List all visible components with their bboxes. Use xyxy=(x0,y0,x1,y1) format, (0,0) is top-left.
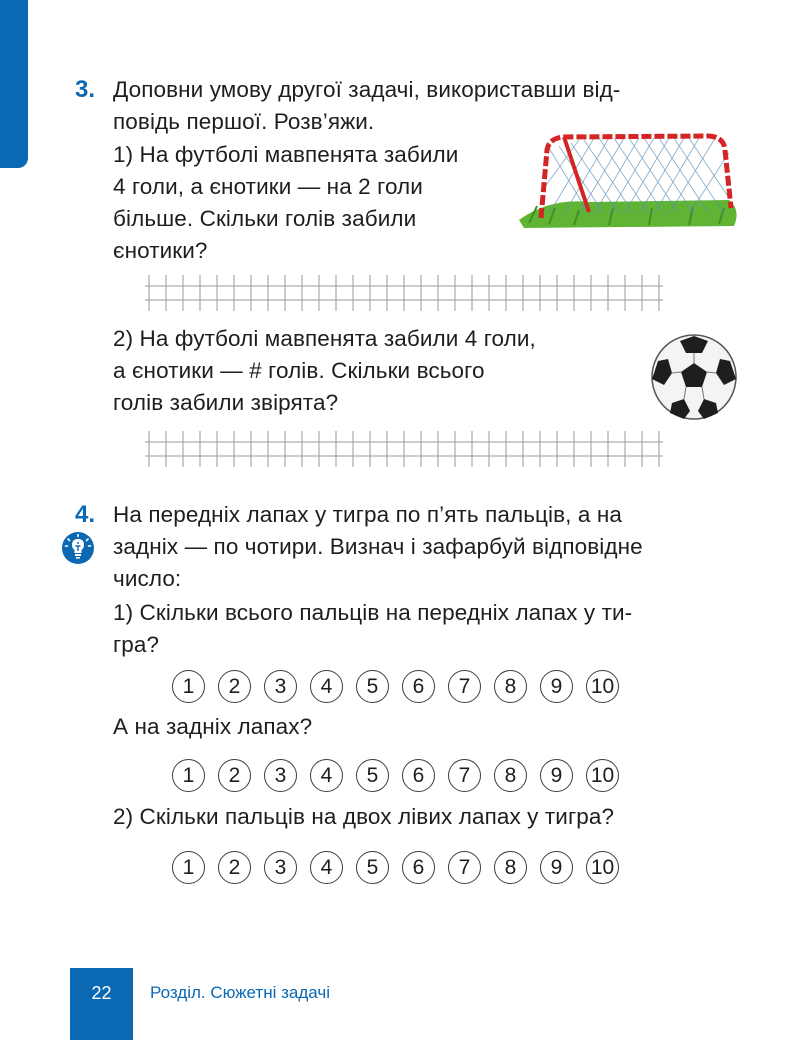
number-circle-9[interactable]: 9 xyxy=(540,851,573,884)
answer-grid-2[interactable] xyxy=(145,431,663,467)
number-circle-6[interactable]: 6 xyxy=(402,759,435,792)
task-3-number: 3. xyxy=(75,76,96,103)
task-3-problem-2-line-2: а єнотики — # голів. Скільки всього xyxy=(113,358,485,383)
task-3-problem-2-line-1: 2) На футболі мавпенята забили 4 голи, xyxy=(113,326,536,351)
number-circle-3[interactable]: 3 xyxy=(264,670,297,703)
number-circle-8[interactable]: 8 xyxy=(494,851,527,884)
number-circle-5[interactable]: 5 xyxy=(356,851,389,884)
number-circle-4[interactable]: 4 xyxy=(310,759,343,792)
task-3-intro-line-1: Доповни умову другої задачі, використавши від- xyxy=(113,77,621,102)
task-4-number: 4. xyxy=(75,501,96,528)
number-circle-9[interactable]: 9 xyxy=(540,759,573,792)
number-circle-5[interactable]: 5 xyxy=(356,759,389,792)
task-3-problem-1-line-3: більше. Скільки голів забили xyxy=(113,206,417,231)
number-circle-1[interactable]: 1 xyxy=(172,670,205,703)
number-circle-3[interactable]: 3 xyxy=(264,759,297,792)
number-circle-2[interactable]: 2 xyxy=(218,851,251,884)
task-3-problem-1-line-2: 4 голи, а єнотики — на 2 голи xyxy=(113,174,423,199)
soccer-goal-icon xyxy=(519,128,739,230)
number-circle-8[interactable]: 8 xyxy=(494,670,527,703)
number-circle-1[interactable]: 1 xyxy=(172,759,205,792)
number-circle-2[interactable]: 2 xyxy=(218,759,251,792)
lightbulb-icon xyxy=(61,531,95,565)
side-tab xyxy=(0,0,28,168)
task-4-question-1b: А на задніх лапах? xyxy=(113,714,313,739)
task-3-problem-2-line-3: голів забили звірята? xyxy=(113,390,339,415)
task-4-question-1-line-2: гра? xyxy=(113,632,160,657)
task-4-intro-line-1: На передніх лапах у тигра по п’ять пальців, а на xyxy=(113,502,622,527)
section-title: Розділ. Сюжетні задачі xyxy=(150,983,330,1002)
answer-grid-1[interactable] xyxy=(145,275,663,311)
number-circle-4[interactable]: 4 xyxy=(310,851,343,884)
task-4-question-1-line-1: 1) Скільки всього пальців на передніх лапах у ти- xyxy=(113,600,633,625)
page-number-box xyxy=(70,968,133,1040)
number-choices-2 xyxy=(172,759,619,793)
number-circle-7[interactable]: 7 xyxy=(448,670,481,703)
task-4-intro-line-3: число: xyxy=(113,566,182,591)
task-4-intro-line-2: задніх — по чотири. Визнач і зафарбуй відповідне xyxy=(113,534,643,559)
number-circle-5[interactable]: 5 xyxy=(356,670,389,703)
number-choices-1 xyxy=(172,670,619,704)
number-circle-10[interactable]: 10 xyxy=(586,670,619,703)
task-4-question-2: 2) Скільки пальців на двох лівих лапах у тигра? xyxy=(113,804,615,829)
number-circle-7[interactable]: 7 xyxy=(448,759,481,792)
number-circle-1[interactable]: 1 xyxy=(172,851,205,884)
number-circle-6[interactable]: 6 xyxy=(402,670,435,703)
task-3-intro-line-2: повідь першої. Розв’яжи. xyxy=(113,109,375,134)
task-3-problem-1-line-1: 1) На футболі мавпенята забили xyxy=(113,142,459,167)
number-circle-10[interactable]: 10 xyxy=(586,759,619,792)
number-circle-3[interactable]: 3 xyxy=(264,851,297,884)
number-circle-9[interactable]: 9 xyxy=(540,670,573,703)
number-choices-3 xyxy=(172,851,619,885)
number-circle-4[interactable]: 4 xyxy=(310,670,343,703)
soccer-ball-icon xyxy=(650,333,738,421)
number-circle-8[interactable]: 8 xyxy=(494,759,527,792)
number-circle-2[interactable]: 2 xyxy=(218,670,251,703)
number-circle-7[interactable]: 7 xyxy=(448,851,481,884)
number-circle-6[interactable]: 6 xyxy=(402,851,435,884)
number-circle-10[interactable]: 10 xyxy=(586,851,619,884)
task-3-problem-1-line-4: єнотики? xyxy=(113,238,208,263)
page-number: 22 xyxy=(91,983,112,1003)
